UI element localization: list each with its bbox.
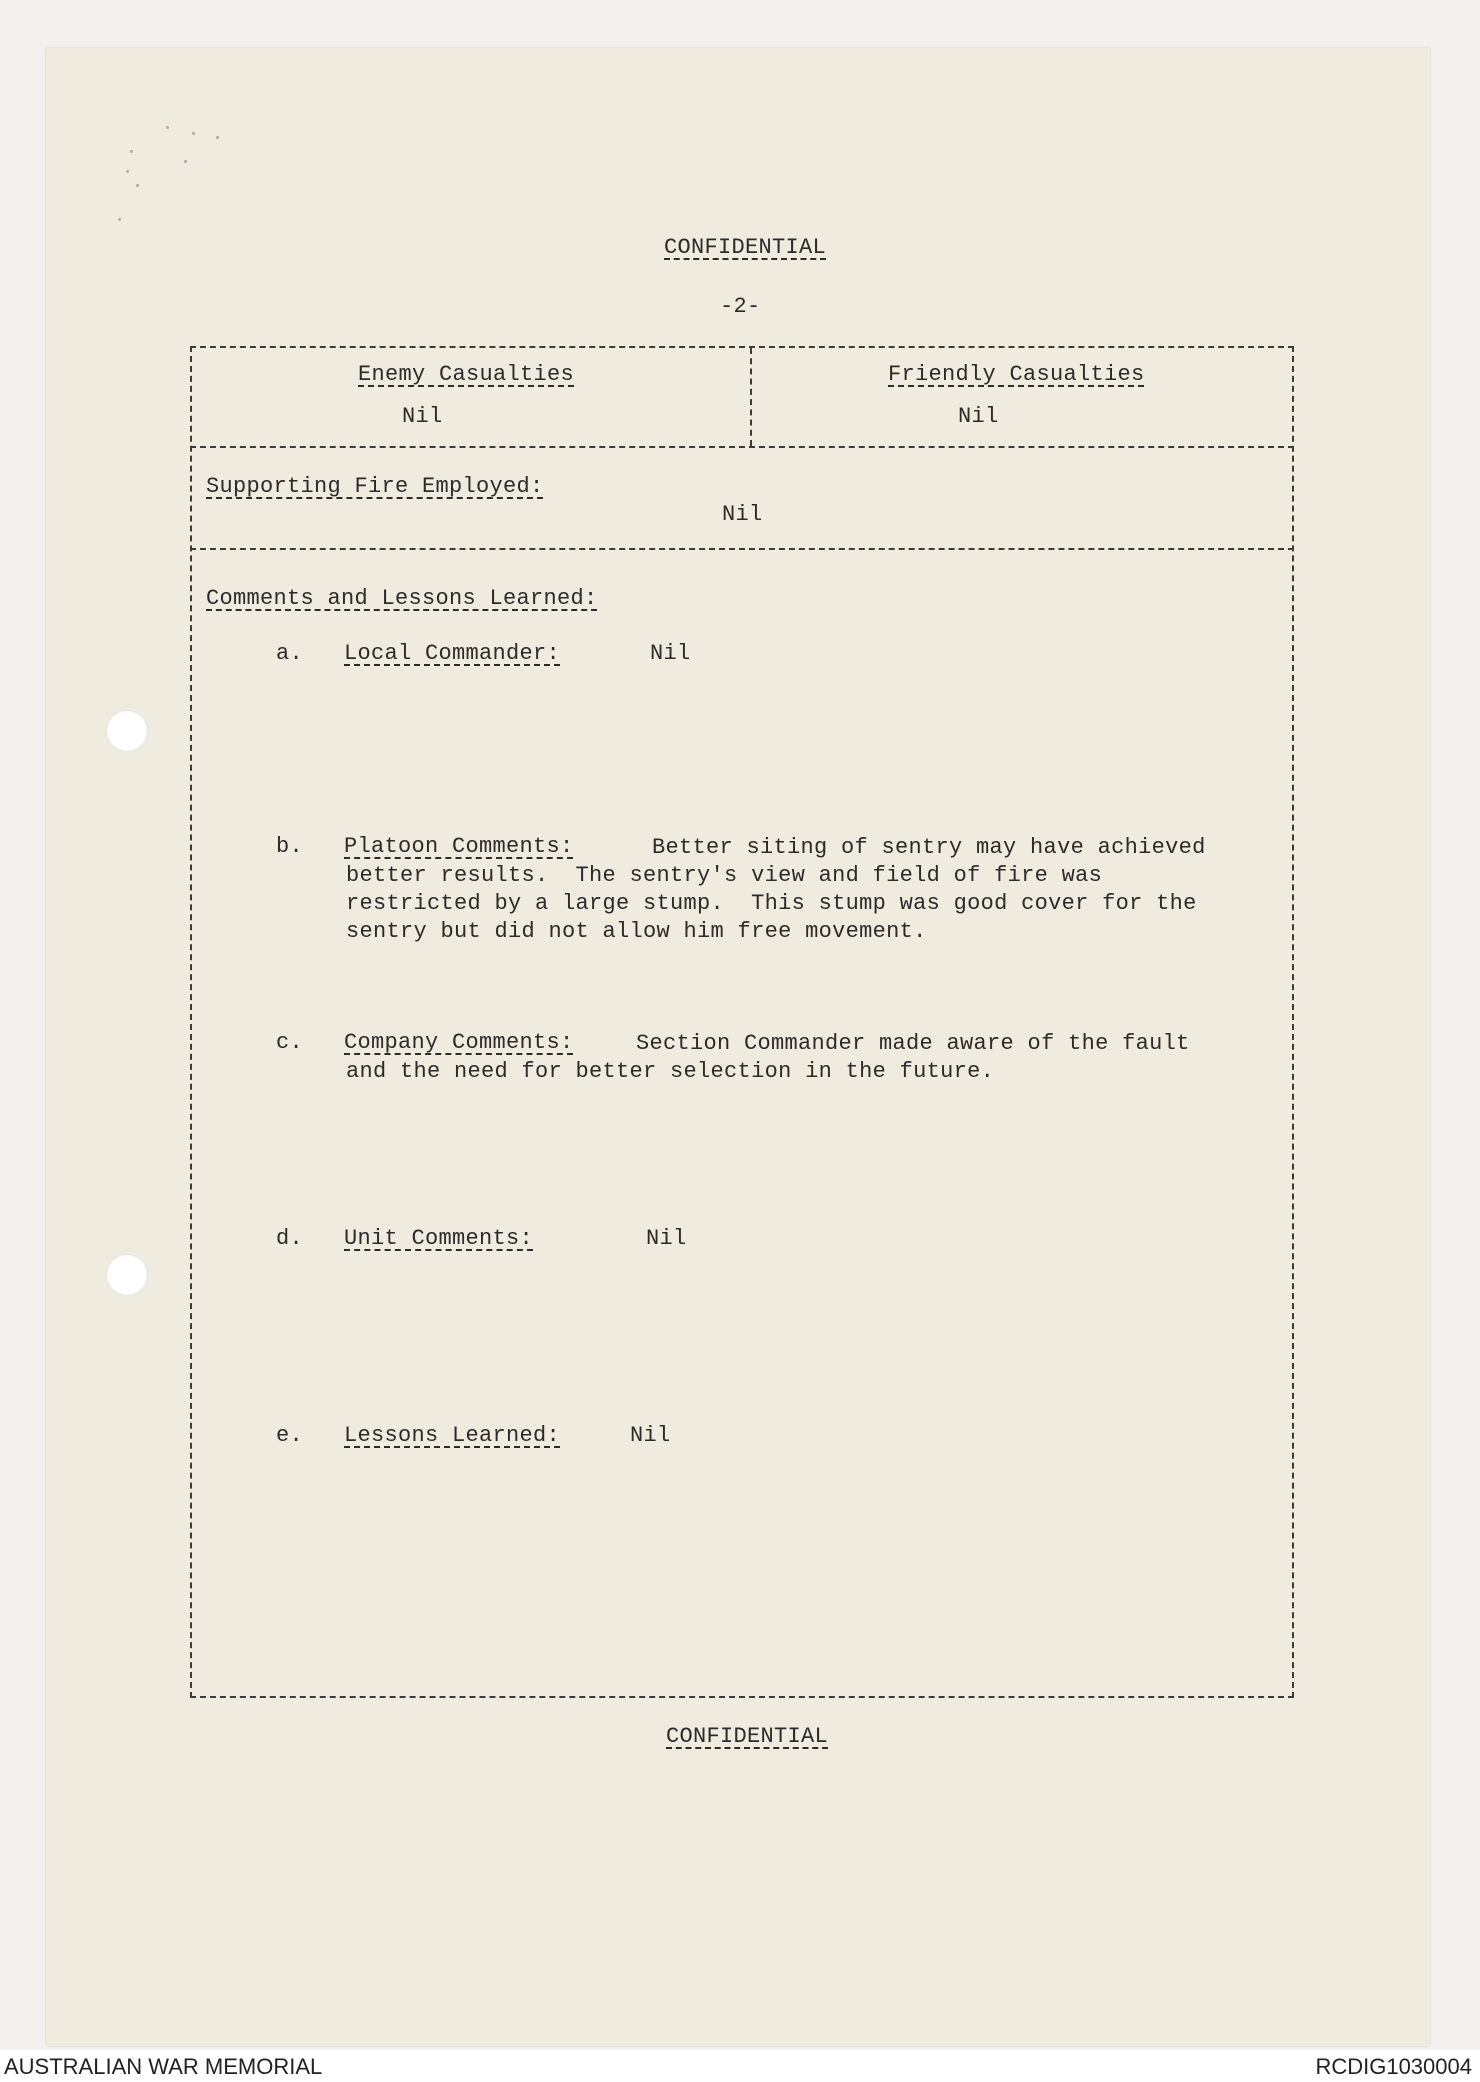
archive-institution: AUSTRALIAN WAR MEMORIAL [4, 2054, 323, 2079]
archive-reference: RCDIG1030004 [1315, 2054, 1472, 2079]
table-divider-vertical [750, 348, 752, 446]
platoon-comments-line-3: restricted by a large stump. This stump was good cover for the [346, 891, 1197, 916]
unit-comments-label: Unit Comments: [344, 1226, 534, 1251]
item-letter-b: b. [276, 834, 304, 859]
paper-speck [192, 132, 195, 135]
header-classification: CONFIDENTIAL [664, 235, 827, 260]
item-letter-c: c. [276, 1030, 304, 1055]
platoon-comments-label: Platoon Comments: [344, 834, 574, 859]
unit-comments-value: Nil [646, 1226, 687, 1251]
enemy-casualties-value: Nil [402, 404, 443, 429]
local-commander-value: Nil [650, 641, 691, 666]
company-comments-line-2: and the need for better selection in the future. [346, 1059, 995, 1084]
item-letter-e: e. [276, 1423, 304, 1448]
paper-speck [184, 160, 187, 163]
paper-speck [136, 184, 139, 187]
punch-hole-top [106, 710, 148, 752]
page-number: -2- [720, 294, 761, 319]
local-commander-label: Local Commander: [344, 641, 561, 666]
supporting-fire-value: Nil [722, 502, 763, 527]
item-letter-d: d. [276, 1226, 304, 1251]
punch-hole-bottom [106, 1254, 148, 1296]
paper-speck [166, 126, 169, 129]
enemy-casualties-label: Enemy Casualties [358, 362, 575, 387]
item-letter-a: a. [276, 641, 304, 666]
platoon-comments-line-1: Better siting of sentry may have achieved [652, 835, 1206, 860]
platoon-comments-line-2: better results. The sentry's view and field of fire was [346, 863, 1103, 888]
friendly-casualties-label: Friendly Casualties [888, 362, 1145, 387]
paper-speck [126, 170, 129, 173]
platoon-comments-line-4: sentry but did not allow him free movement. [346, 919, 927, 944]
archive-footer [0, 2050, 1480, 2082]
table-divider-casualties [190, 446, 1294, 448]
lessons-learned-value: Nil [630, 1423, 671, 1448]
lessons-learned-label: Lessons Learned: [344, 1423, 561, 1448]
footer-classification: CONFIDENTIAL [666, 1724, 829, 1749]
paper-speck [118, 218, 121, 221]
supporting-fire-label: Supporting Fire Employed: [206, 474, 544, 499]
paper-speck [130, 150, 133, 153]
company-comments-label: Company Comments: [344, 1030, 574, 1055]
friendly-casualties-value: Nil [958, 404, 999, 429]
paper-speck [216, 136, 219, 139]
company-comments-line-1: Section Commander made aware of the fault [636, 1031, 1190, 1056]
comments-heading: Comments and Lessons Learned: [206, 586, 598, 611]
table-divider-supporting-fire [190, 548, 1294, 550]
